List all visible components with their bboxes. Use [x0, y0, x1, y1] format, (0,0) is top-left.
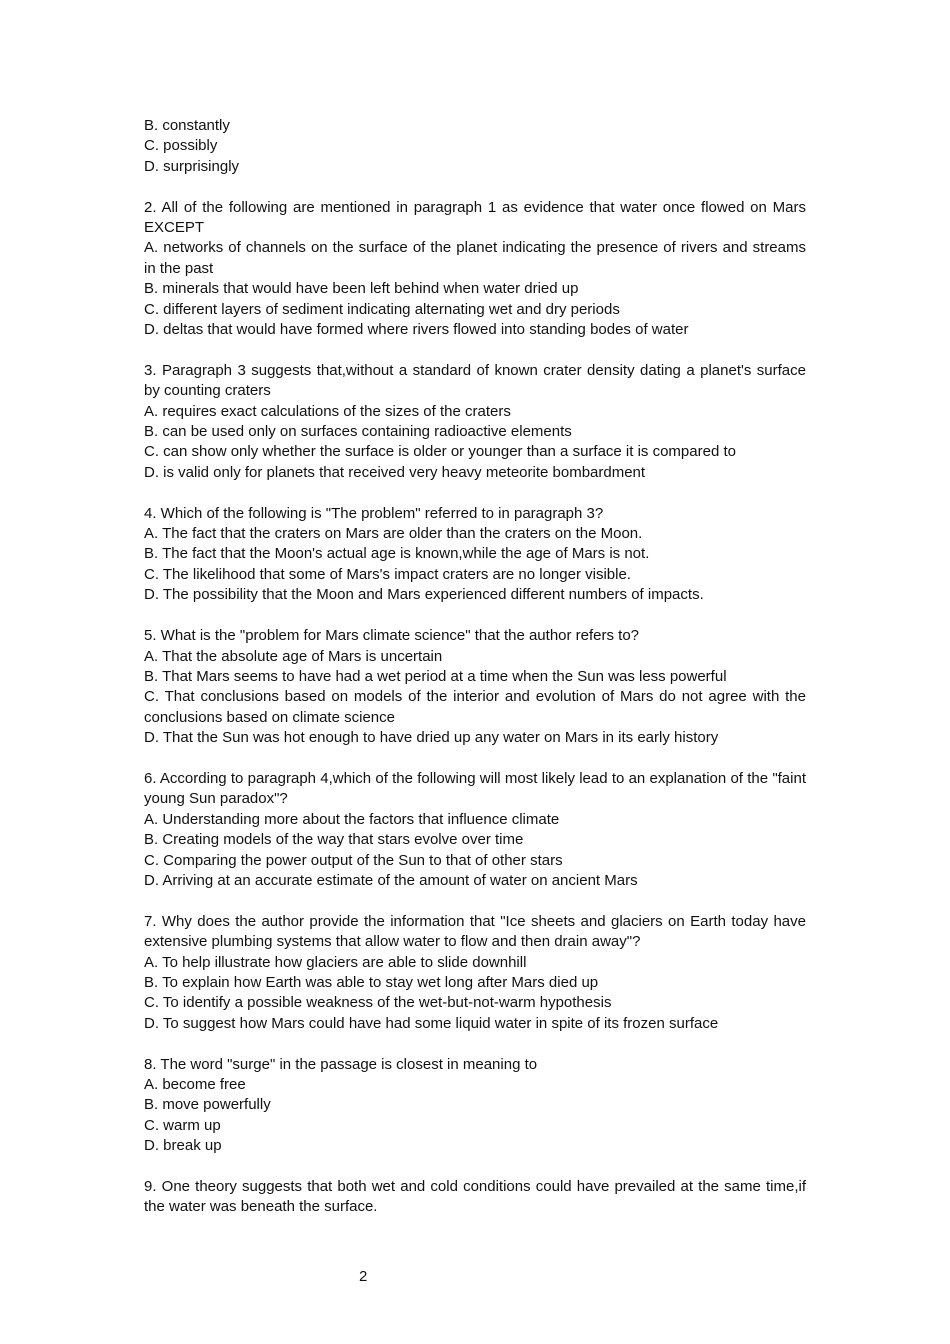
question-text: 4. Which of the following is "The problem" referred to in paragraph 3?	[144, 504, 604, 522]
option-text: D. is valid only for planets that received very heavy meteorite bombardment	[144, 463, 646, 481]
option-text: C. can show only whether the surface is older or younger than a surface it is compared to	[144, 443, 736, 461]
option-text: A. The fact that the craters on Mars are older than the craters on the Moon.	[144, 525, 643, 543]
option-text: C. That conclusions based on models of the interior and evolution of Mars do not agree with the conclusions based on climate science	[144, 688, 806, 726]
option-text: A. become free	[144, 1075, 246, 1093]
question-text: 2. All of the following are mentioned in paragraph 1 as evidence that water once flowed on Mars EXCEPT	[144, 198, 806, 237]
option-text: B. To explain how Earth was able to stay wet long after Mars died up	[144, 973, 599, 991]
option-text: B. can be used only on surfaces containing radioactive elements	[144, 423, 572, 441]
question-text: 7. Why does the author provide the information that "Ice sheets and glaciers on Earth today have extensive plumbing systems that allow water to flow and then drain away"?	[144, 912, 806, 951]
question-text: 6. According to paragraph 4,which of the following will most likely lead to an explanation of the "faint young Sun paradox"?	[144, 769, 806, 808]
option-text: B. constantly	[144, 117, 230, 134]
question-text: 5. What is the "problem for Mars climate science" that the author refers to?	[144, 627, 640, 645]
question-3	[144, 361, 806, 483]
option-text: A. To help illustrate how glaciers are able to slide downhill	[144, 953, 527, 971]
option-text: D. The possibility that the Moon and Mars experienced different numbers of impacts.	[144, 586, 704, 604]
question-4	[144, 504, 806, 606]
option-text: A. That the absolute age of Mars is uncertain	[144, 647, 443, 665]
option-text: B. Creating models of the way that stars evolve over time	[144, 831, 524, 849]
question-text: 8. The word "surge" in the passage is closest in meaning to	[144, 1055, 538, 1073]
leading-options	[144, 116, 806, 177]
option-text: C. different layers of sediment indicating alternating wet and dry periods	[144, 300, 620, 318]
option-text: D. Arriving at an accurate estimate of the amount of water on ancient Mars	[144, 871, 638, 889]
option-text: D. That the Sun was hot enough to have dried up any water on Mars in its early history	[144, 729, 719, 747]
question-text: 9. One theory suggests that both wet and cold conditions could have prevailed at the same time,if the water was beneath the surface.	[144, 1178, 806, 1216]
option-text: C. To identify a possible weakness of the wet-but-not-warm hypothesis	[144, 994, 612, 1012]
option-text: C. warm up	[144, 1116, 221, 1134]
option-text: D. deltas that would have formed where rivers flowed into standing bodes of water	[144, 321, 689, 339]
question-6	[144, 769, 806, 891]
question-text: 3. Paragraph 3 suggests that,without a standard of known crater density dating a planet's surface by counting craters	[144, 361, 806, 400]
option-text: A. networks of channels on the surface of the planet indicating the presence of rivers and streams in the past	[144, 239, 806, 277]
option-text: D. To suggest how Mars could have had some liquid water in spite of its frozen surface	[144, 1014, 719, 1032]
option-text: D. surprisingly	[144, 157, 240, 175]
option-text: B. The fact that the Moon's actual age is known,while the age of Mars is not.	[144, 545, 650, 563]
option-text: B. minerals that would have been left behind when water dried up	[144, 280, 579, 298]
option-text: C. possibly	[144, 137, 218, 155]
option-text: C. The likelihood that some of Mars's impact craters are no longer visible.	[144, 565, 631, 583]
option-text: B. That Mars seems to have had a wet period at a time when the Sun was less powerful	[144, 667, 727, 685]
option-text: B. move powerfully	[144, 1096, 271, 1114]
page-number: 2	[359, 1268, 368, 1285]
option-text: A. Understanding more about the factors that influence climate	[144, 810, 560, 828]
question-2	[144, 198, 806, 341]
option-text: A. requires exact calculations of the sizes of the craters	[144, 402, 511, 420]
option-text: D. break up	[144, 1137, 222, 1155]
question-5	[144, 626, 806, 748]
page-content	[144, 116, 806, 1238]
option-text: C. Comparing the power output of the Sun to that of other stars	[144, 851, 563, 869]
question-9	[144, 1177, 806, 1218]
question-8	[144, 1055, 806, 1157]
question-7	[144, 912, 806, 1034]
